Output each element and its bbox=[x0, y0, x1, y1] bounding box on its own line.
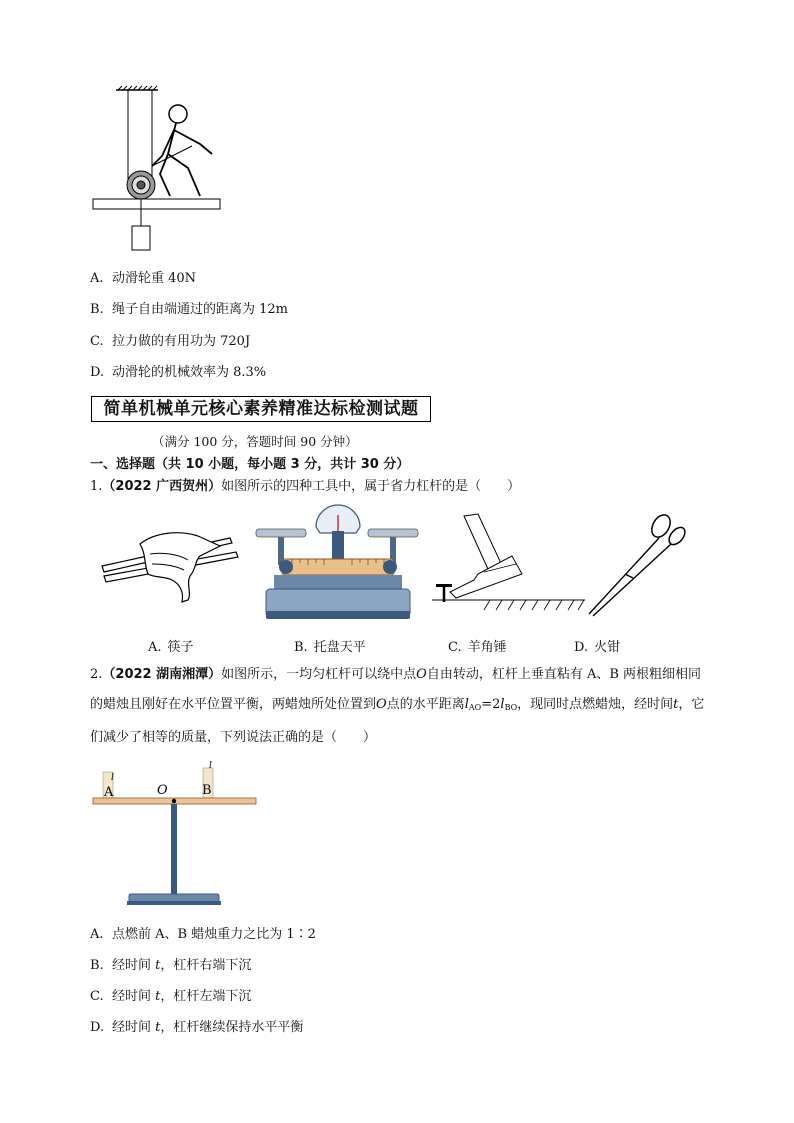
exam-subtitle: （满分 100 分，答题时间 90 分钟） bbox=[152, 434, 358, 449]
label-o: O bbox=[157, 783, 168, 798]
caption-a: A. 筷子 bbox=[148, 640, 194, 655]
caption-b: B. 托盘天平 bbox=[294, 640, 366, 655]
option-a: A. 动滑轮重 40N bbox=[90, 271, 197, 286]
exam-title: 简单机械单元核心素养精准达标检测试题 bbox=[91, 396, 431, 422]
pulley-figure bbox=[90, 86, 225, 256]
question-2: 2.（2022 湖南湘潭）如图所示，一均匀杠杆可以绕中点O自由转动，杠杆上垂直粘有 A、B 两根粗细相同的蜡烛且刚好在水平位置平衡，两蜡烛所处位置到O点的水平距离lAO=2lBO，现同时点燃蜡烛，经时间t，它们减少了相等的质量，下列说法正确的是（ ） bbox=[90, 667, 705, 745]
option-d: D. 动滑轮的机械效率为 8.3% bbox=[90, 365, 267, 380]
option-b: B. 绳子自由端通过的距离为 12m bbox=[90, 302, 289, 317]
q2-option-d: D. 经时间 t，杠杆继续保持水平平衡 bbox=[90, 1020, 304, 1035]
fire-tongs-figure bbox=[585, 510, 690, 620]
question-1: 1.（2022 广西贺州）如图所示的四种工具中，属于省力杠杆的是（ ） bbox=[90, 479, 521, 494]
section-heading: 一、选择题（共 10 小题，每小题 3 分，共计 30 分） bbox=[90, 457, 410, 472]
balance-figure bbox=[248, 507, 428, 625]
chopsticks-figure bbox=[100, 524, 240, 604]
lever-figure bbox=[93, 758, 258, 910]
label-a: A bbox=[104, 785, 114, 800]
claw-hammer-figure bbox=[430, 512, 590, 618]
q2-option-c: C. 经时间 t，杠杆左端下沉 bbox=[90, 989, 252, 1004]
q2-option-b: B. 经时间 t，杠杆右端下沉 bbox=[90, 958, 252, 973]
caption-c: C. 羊角锤 bbox=[448, 640, 507, 655]
option-c: C. 拉力做的有用功为 720J bbox=[90, 334, 251, 349]
label-b: B bbox=[202, 783, 212, 798]
label-wick-b: l bbox=[209, 761, 212, 771]
label-wick-a: l bbox=[111, 773, 114, 783]
caption-d: D. 火钳 bbox=[574, 640, 621, 655]
q2-option-a: A. 点燃前 A、B 蜡烛重力之比为 1∶2 bbox=[90, 927, 316, 942]
